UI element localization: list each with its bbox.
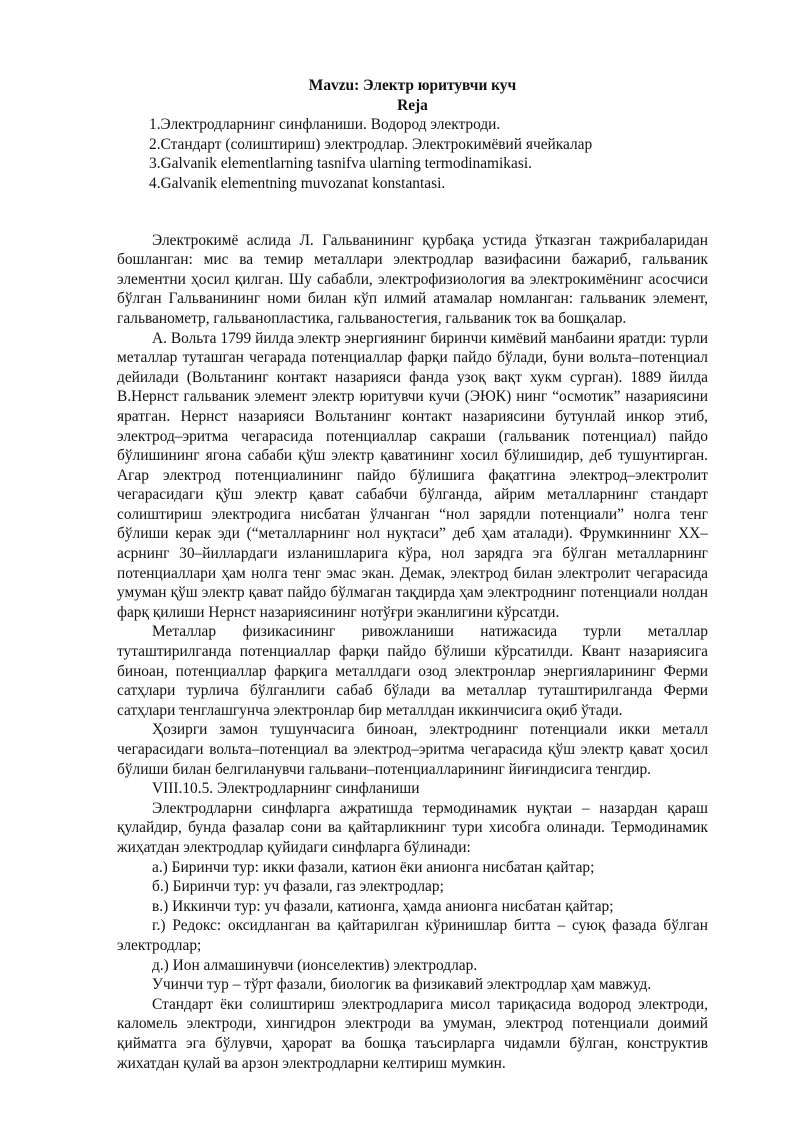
spacer [117, 194, 708, 231]
paragraph-volta: А. Вольта 1799 йилда электр энергиянинг биринчи кимёвий манбаини яратди: турли металлар туташган чегарада потенциаллар фарқи пайдо бўлади, буни вольта–потенциал дейилади (Вольтанинг контакт назарияси фанда узоқ вақт хукм сурган). 1889 йилда В.Нернст гальваник элемент электр юритувчи кучи (ЭЮК) нинг “осмотик” назариясини яратган. Нернст назарияси Вольтанинг контакт назариясини бутунлай инкор этиб, электрод–эритма чегарасида потенциаллар сакраши (гальваник потенциал) пайдо бўлишининг ягона сабаби қўш электр қаватининг хосил бўлишидир, деб тушунтирган. Агар электрод потенциалининг пайдо бўлишига фақатгина электрод–электролит чегарасидаги қўш электр қават сабабчи бўлганда, айрим металларнинг стандарт солиштириш электродига нисбатан ўлчанган “нол зарядли потенциали” нолга тенг бўлиши керак эди (“металларнинг нол нуқтаси” деб ҳам аталади). Фрумкиннинг XX–асрнинг 30–йиллардаги изланишларига кўра, нол зарядга эга бўлган металларнинг потенциаллари ҳам нолга тенг эмас экан. Демак, электрод билан электролит чегарасида умуман қўш электр қават пайдо бўлмаган тақдирда ҳам электроднинг потенциали нолдан фарқ қилиши Нернст назариясининг нотўғри эканлигини кўрсатди. [117, 329, 708, 621]
paragraph-metal-physics: Металлар физикасининг ривожланиши натижасида турли металлар туташтирилганда потенциаллар фарқи пайдо бўлиши кўрсатилди. Квант назариясига биноан, потенциаллар фарқига металлдаги озод электронлар энергияларининг Ферми сатҳлари турлича бўлганлиги сабаб бўлади ва металлар туташтирилганда Ферми сатҳлари тенглашгунча электронлар бир металлдан иккинчисига оқиб ўтади. [117, 623, 708, 719]
plan-item: 4.Galvanik elementning muvozanat konstantasi. [149, 174, 446, 192]
document-title: Mavzu: Электр юритувчи куч [308, 77, 517, 94]
list-item-d: д.) Ион алмашинувчи (ионселектив) электродлар. [152, 956, 478, 974]
paragraph-third-kind: Учинчи тур – тўрт фазали, биологик ва физикавий электродлар ҳам мавжуд. [152, 976, 652, 994]
plan-item: 3.Galvanik elementlarning tasnifva ularning termodinamikasi. [149, 155, 532, 173]
paragraph-standard-electrodes: Стандарт ёки солиштириш электродларига мисол тариқасида водород электроди, каломель электроди, хингидрон электроди ва умуман, электрод потенциали доимий қийматга эга бўлувчи, ҳарорат ва бошқа таъсирларга чидамли бўлган, конструктив жихатдан қулай ва арзон электродларни келтириш мумкин. [117, 995, 708, 1072]
paragraph-classification: Электродларни синфларга ажратишда термодинамик нуқтаи – назардан қараш қулайдир, бунда фазалар сони ва қайтарликнинг тури хисобга олинади. Термодинамик жиҳатдан электродлар қуйидаги синфларга бўлинади: [117, 799, 708, 856]
list-item-b: б.) Биринчи тур: уч фазали, газ электродлар; [152, 878, 444, 896]
plan-heading: Reja [397, 96, 428, 114]
plan-item: 2.Стандарт (солиштириш) электродлар. Электрокимёвий ячейкалар [149, 135, 593, 153]
section-heading: VIII.10.5. Электродларнинг синфланиши [152, 780, 420, 798]
list-item-v: в.) Иккинчи тур: уч фазали, катионга, ҳамда анионга нисбатан қайтар; [152, 897, 614, 915]
plan-item: 1.Электродларнинг синфланиши. Водород электроди. [149, 116, 501, 134]
list-item-g: г.) Редокс: оксидланган ва қайтарилган кўринишлар битта – суюқ фазада бўлган электродлар; [117, 917, 708, 954]
paragraph-galvani: Электрокимё аслида Л. Гальванининг қурбақа устида ўтказган тажрибаларидан бошланган: мис ва темир металлари электродлар вазифасини бажариб, гальваник элементни ҳосил қилган. Шу сабабли, электрофизиология ва электрокимёнинг асосчиси бўлган Гальванининг номи билан кўп илмий атамалар номланган: гальваник элемент, гальванометр, гальванопластика, гальваностегия, гальваник ток ва бошқалар. [117, 231, 708, 327]
list-item-a: а.) Биринчи тур: икки фазали, катион ёки анионга нисбатан қайтар; [152, 858, 595, 876]
paragraph-modern-concept: Ҳозирги замон тушунчасига биноан, электроднинг потенциали икки металл чегарасидаги вольта–потенциал ва электрод–эритма чегарасида қўш электр қават ҳосил бўлиши билан белгиланувчи гальвани–потенциалларининг йиғиндисига тенгдир. [117, 721, 708, 778]
plan-list [149, 115, 708, 193]
